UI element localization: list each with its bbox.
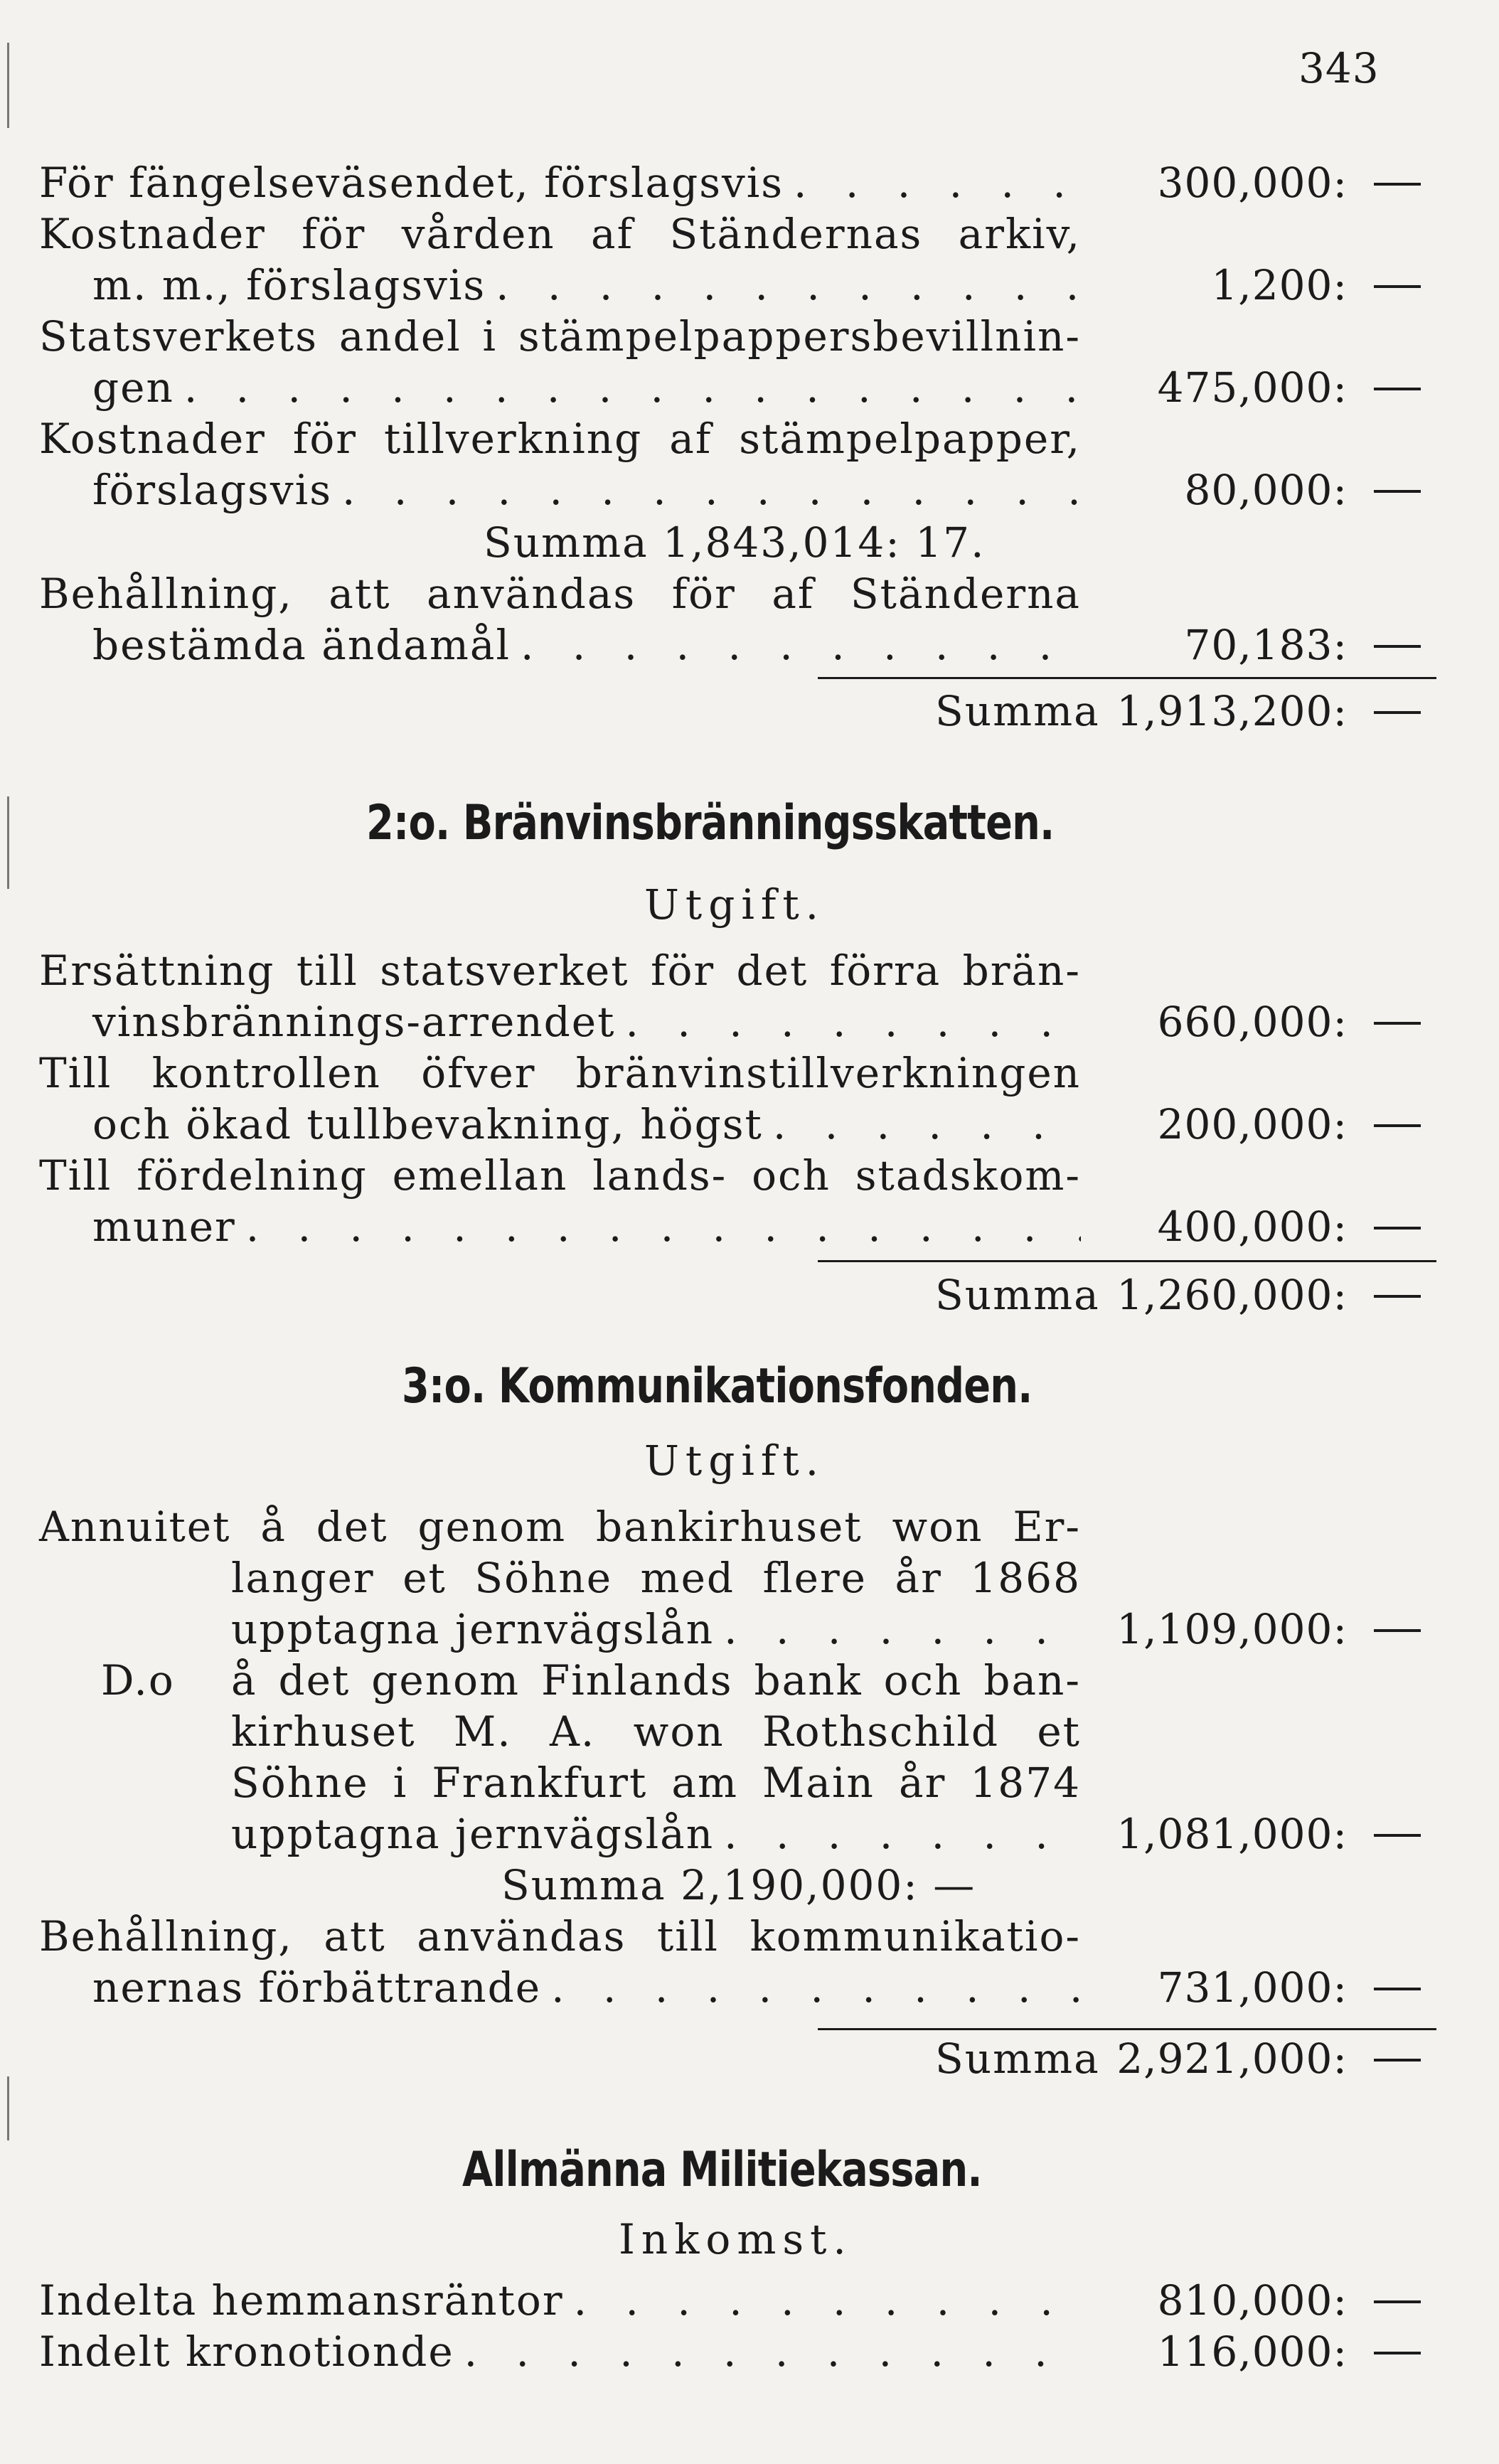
ledger-line: Ersättning till statsverket för det förra brän-: [39, 946, 1081, 995]
dash: [1374, 2352, 1421, 2354]
total-rule: [818, 677, 1436, 679]
total-label: Summa: [935, 1271, 1100, 1319]
amount: 810,000:: [1157, 2276, 1348, 2325]
section-title: Kommunikationsfonden.: [498, 1358, 1033, 1414]
ledger-line: gen . . .: [92, 363, 1081, 412]
total-label: Summa: [935, 2034, 1100, 2083]
amount: 660,000:: [1157, 998, 1348, 1046]
dash: [1374, 1227, 1421, 1230]
section-subtitle: Inkomst.: [619, 2215, 853, 2263]
total-label: Summa: [935, 687, 1100, 735]
dash: [1374, 1629, 1421, 1632]
dash: [1374, 2059, 1421, 2062]
total-amount: 2,921,000:: [1116, 2034, 1348, 2083]
amount: 116,000:: [1157, 2327, 1348, 2376]
page-number: 343: [1298, 44, 1380, 92]
amount: 1,109,000:: [1116, 1605, 1348, 1653]
dash: [1374, 388, 1421, 390]
dash: [1374, 1834, 1421, 1837]
ledger-line: kirhuset M. A. won Rothschild et: [231, 1707, 1081, 1756]
ledger-line: Söhne i Frankfurt am Main år 1874: [231, 1759, 1081, 1807]
ledger-line: För fängelseväsendet, förslagsvis . . .: [39, 158, 1081, 208]
dash: [1374, 1124, 1421, 1127]
ledger-line: Till fördelning emellan lands- och stadskom-: [39, 1151, 1081, 1200]
page-edge-mark: [7, 796, 9, 889]
ledger-line: Behållning, att användas till kommunikatio-: [39, 1912, 1081, 1961]
section-number: 3:o.: [402, 1358, 486, 1414]
total-amount: 1,913,200:: [1116, 687, 1348, 735]
amount: 475,000:: [1157, 363, 1348, 412]
ledger-line: vinsbrännings-arrendet . . .: [92, 997, 1081, 1047]
ledger-line: Till kontrollen öfver bränvinstillverkningen: [39, 1049, 1081, 1097]
ditto-mark: D.o: [101, 1656, 175, 1705]
section-number: 2:o.: [366, 795, 450, 851]
ledger-line: nernas förbättrande . . .: [92, 1963, 1081, 2012]
section-title: Allmänna Militiekassan.: [462, 2142, 982, 2198]
ledger-line: Kostnader för vården af Ständernas arkiv,: [39, 210, 1081, 258]
ledger-line: bestämda ändamål . . .: [92, 620, 1081, 670]
subtotal: Summa 2,190,000: —: [501, 1861, 976, 1909]
amount: 1,081,000:: [1116, 1810, 1348, 1858]
dash: [1374, 2300, 1421, 2303]
section-heading: [462, 2142, 982, 2198]
ledger-line: Indelt kronotionde . . .: [39, 2327, 1081, 2377]
dash: [1374, 1022, 1421, 1025]
section-subtitle: Utgift.: [644, 880, 826, 929]
section-heading: [366, 795, 1054, 851]
section-subtitle: Utgift.: [644, 1436, 826, 1485]
dash: [1374, 183, 1421, 186]
ledger-line: m. m., förslagsvis . . .: [92, 260, 1081, 310]
dash: [1374, 490, 1421, 493]
amount: 300,000:: [1157, 159, 1348, 207]
section-heading: [402, 1358, 1032, 1414]
total-amount: 1,260,000:: [1116, 1271, 1348, 1319]
amount: 1,200:: [1211, 261, 1348, 309]
dash: [1374, 1295, 1421, 1298]
page-edge-mark: [7, 2076, 9, 2140]
ledger-line: å det genom Finlands bank och ban-: [231, 1656, 1081, 1705]
dash: [1374, 645, 1421, 648]
ledger-line: langer et Söhne med flere år 1868: [231, 1554, 1081, 1602]
total-rule: [818, 2028, 1436, 2030]
ledger-line: och ökad tullbevakning, högst . . .: [92, 1099, 1081, 1149]
amount: 731,000:: [1157, 1963, 1348, 2012]
ledger-line: Statsverkets andel i stämpelpappersbevillnin-: [39, 312, 1081, 361]
amount: 70,183:: [1184, 621, 1348, 669]
ledger-line: upptagna jernvägslån . . .: [231, 1809, 1081, 1859]
dash: [1374, 711, 1421, 714]
ledger-line: muner . . .: [92, 1202, 1081, 1252]
dash: [1374, 1988, 1421, 1990]
ledger-line: upptagna jernvägslån . . .: [231, 1604, 1081, 1654]
subtotal: Summa 1,843,014: 17.: [484, 518, 986, 567]
ledger-line: Behållning, att användas för af Ständerna: [39, 570, 1081, 618]
amount: 200,000:: [1157, 1100, 1348, 1148]
ledger-line: Annuitet å det genom bankirhuset won Er-: [39, 1503, 1081, 1551]
amount: 80,000:: [1184, 466, 1348, 514]
page-edge-mark: [7, 43, 9, 128]
ledger-line: Indelta hemmansräntor . . .: [39, 2276, 1081, 2325]
total-rule: [818, 1260, 1436, 1262]
amount: 400,000:: [1157, 1202, 1348, 1251]
ledger-line: Kostnader för tillverkning af stämpelpapper,: [39, 415, 1081, 463]
ledger-line: förslagsvis . . .: [92, 465, 1081, 515]
dash: [1374, 285, 1421, 288]
section-title: Bränvinsbränningsskatten.: [462, 795, 1055, 851]
